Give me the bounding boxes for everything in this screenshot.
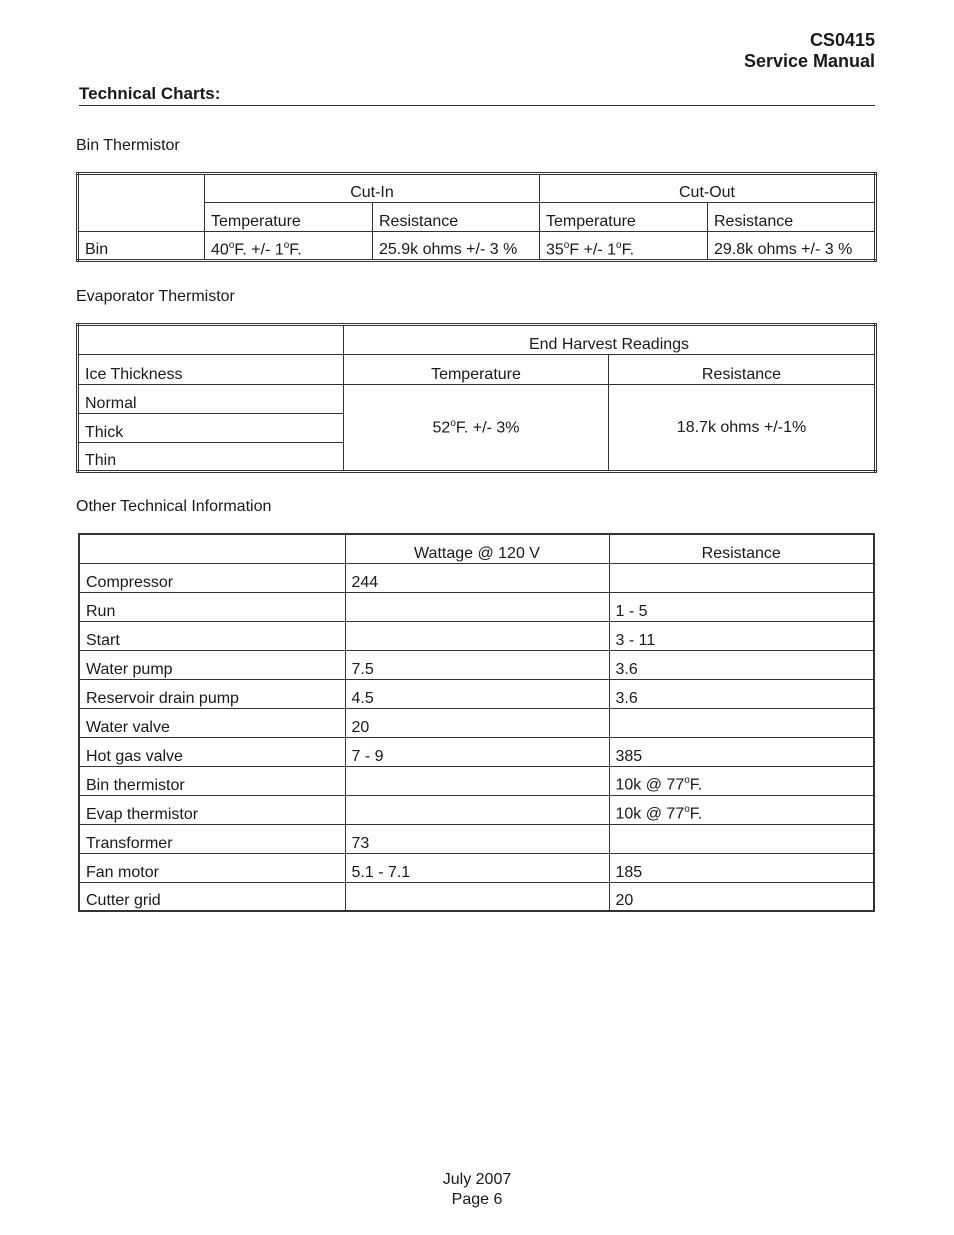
table-row bbox=[79, 679, 874, 708]
wattage-value bbox=[345, 592, 609, 621]
component-name: Cutter grid bbox=[79, 882, 345, 911]
table-row bbox=[79, 592, 874, 621]
table-corner bbox=[78, 174, 205, 232]
table-row bbox=[79, 882, 874, 911]
cut-out-header: Cut-Out bbox=[540, 174, 876, 203]
resistance-value: 3.6 bbox=[609, 650, 874, 679]
ice-thickness-header: Ice Thickness bbox=[78, 355, 344, 385]
resistance-value: 3 - 11 bbox=[609, 621, 874, 650]
wattage-header: Wattage @ 120 V bbox=[345, 534, 609, 563]
end-harvest-res: 18.7k ohms +/-1% bbox=[609, 385, 876, 472]
component-name: Hot gas valve bbox=[79, 737, 345, 766]
component-name: Fan motor bbox=[79, 853, 345, 882]
doc-title: Service Manual bbox=[743, 51, 875, 71]
document-header bbox=[744, 30, 875, 72]
resistance-value: 20 bbox=[609, 882, 874, 911]
table-row bbox=[78, 232, 876, 261]
wattage-value: 73 bbox=[345, 824, 609, 853]
component-name: Evap thermistor bbox=[79, 795, 345, 824]
component-name: Water valve bbox=[79, 708, 345, 737]
resistance-value bbox=[609, 563, 874, 592]
table-row bbox=[78, 385, 876, 414]
resistance-value: 3.6 bbox=[609, 679, 874, 708]
table-row bbox=[79, 563, 874, 592]
table-corner bbox=[78, 325, 344, 355]
component-name: Water pump bbox=[79, 650, 345, 679]
wattage-value bbox=[345, 621, 609, 650]
cut-in-res-header: Resistance bbox=[373, 203, 540, 232]
bin-thermistor-table bbox=[76, 172, 877, 262]
table-row bbox=[79, 853, 874, 882]
page-number: Page 6 bbox=[451, 1191, 503, 1208]
evap-thermistor-table bbox=[76, 323, 877, 473]
resistance-value: 10k @ 77$^o$F. bbox=[609, 795, 874, 824]
footer-date: July 2007 bbox=[442, 1171, 512, 1188]
resistance-value bbox=[609, 708, 874, 737]
wattage-value bbox=[345, 882, 609, 911]
resistance-value bbox=[609, 824, 874, 853]
wattage-value: 20 bbox=[345, 708, 609, 737]
cut-in-temp: $40^oF$. +/- 1$^o$F. bbox=[205, 232, 373, 261]
resistance-value: 385 bbox=[609, 737, 874, 766]
table-row bbox=[79, 766, 874, 795]
wattage-value: 4.5 bbox=[345, 679, 609, 708]
bin-thermistor-label: Bin Thermistor bbox=[76, 137, 180, 154]
table-row bbox=[79, 737, 874, 766]
component-name: Bin thermistor bbox=[79, 766, 345, 795]
resistance-header: Resistance bbox=[609, 355, 876, 385]
end-harvest-header: End Harvest Readings bbox=[344, 325, 876, 355]
wattage-value: 7.5 bbox=[345, 650, 609, 679]
page-footer bbox=[0, 1170, 954, 1210]
other-info-table bbox=[78, 533, 875, 912]
row-name: Thin bbox=[78, 443, 344, 472]
table-row bbox=[79, 795, 874, 824]
component-name: Start bbox=[79, 621, 345, 650]
table-corner bbox=[79, 534, 345, 563]
temperature-header: Temperature bbox=[344, 355, 609, 385]
resistance-value: 185 bbox=[609, 853, 874, 882]
cut-out-temp-header: Temperature bbox=[540, 203, 708, 232]
wattage-value: 5.1 - 7.1 bbox=[345, 853, 609, 882]
wattage-value bbox=[345, 795, 609, 824]
cut-in-temp-header: Temperature bbox=[205, 203, 373, 232]
table-row bbox=[79, 824, 874, 853]
row-name: Bin bbox=[78, 232, 205, 261]
wattage-value bbox=[345, 766, 609, 795]
wattage-value: 244 bbox=[345, 563, 609, 592]
component-name: Reservoir drain pump bbox=[79, 679, 345, 708]
doc-id: CS0415 bbox=[809, 30, 875, 50]
resistance-value: 1 - 5 bbox=[609, 592, 874, 621]
component-name: Transformer bbox=[79, 824, 345, 853]
component-name: Compressor bbox=[79, 563, 345, 592]
resistance-header: Resistance bbox=[609, 534, 874, 563]
other-info-label: Other Technical Information bbox=[76, 498, 272, 515]
table-row bbox=[79, 650, 874, 679]
end-harvest-temp: $52^oF$. +/- 3% bbox=[344, 385, 609, 472]
evap-thermistor-label: Evaporator Thermistor bbox=[76, 288, 235, 305]
wattage-value: 7 - 9 bbox=[345, 737, 609, 766]
resistance-value: 10k @ 77$^o$F. bbox=[609, 766, 874, 795]
table-row bbox=[79, 621, 874, 650]
row-name: Thick bbox=[78, 414, 344, 443]
component-name: Run bbox=[79, 592, 345, 621]
section-title: Technical Charts: bbox=[79, 84, 875, 106]
cut-out-res-header: Resistance bbox=[708, 203, 876, 232]
cut-out-temp: $35^oF$ +/- 1$^o$F. bbox=[540, 232, 708, 261]
cut-in-header: Cut-In bbox=[205, 174, 540, 203]
table-row bbox=[79, 708, 874, 737]
row-name: Normal bbox=[78, 385, 344, 414]
cut-in-res: 25.9k ohms +/- 3 % bbox=[373, 232, 540, 261]
cut-out-res: 29.8k ohms +/- 3 % bbox=[708, 232, 876, 261]
